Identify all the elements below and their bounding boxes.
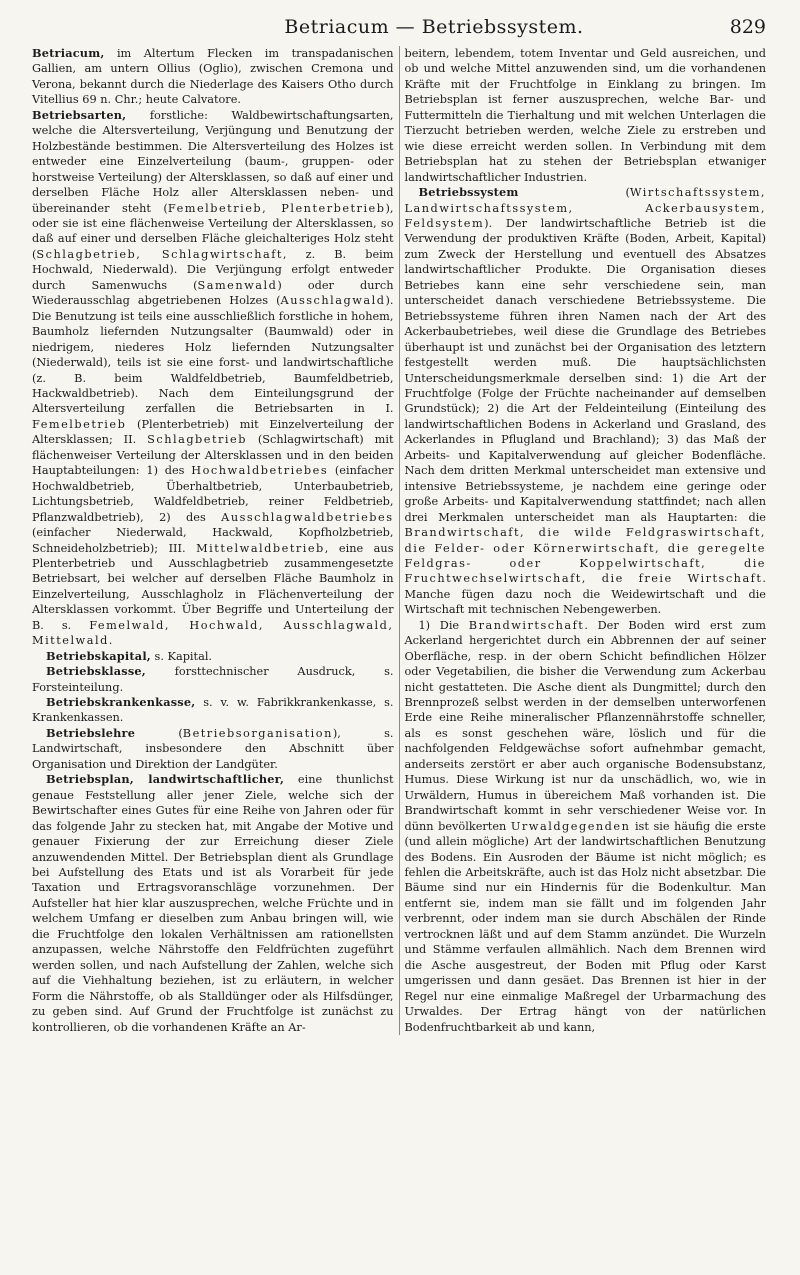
entry-text: 1) Die [418, 618, 469, 632]
entry-text: forstliche: Waldbewirtschaftungsarten, welche die Altersverteilung, Verjüngung und Benutzung der Holzbestände bestimmen. Die Altersverteilung des Holzes ist entweder eine Einzelverteilung (baum-, gruppen- oder horstweise Verteilung) der Altersklassen, so daß auf einer und derselben Fläche Holz aller Altersklassen neben- und übereinander steht ( [32, 108, 394, 215]
entry-text: ist sie häufig die erste (und allein mögliche) Art der landwirtschaftlichen Benutzung des Bodens. Ein Ausroden der Bäume ist nicht möglich; es fehlen die Arbeitskräfte, auch ist das Holz nicht absetzbar. Die Bäume sind nur ein Hindernis für die Bodenkultur. Man entfernt sie, indem man sie fällt und im folgenden Jahr verbrennt, oder indem man sie durch Abschälen der Rinde vertrocknen läßt und auf dem Stamm anzündet. Die Wurzeln und Stämme verfaulen allmählich. Nach dem Brennen wird die Asche ausgestreut, der Boden mit Pflug oder Karst umgerissen und dann gesäet. Das Brennen ist hier in der Regel nur eine einmalige Maßregel der Urbarmachung des Urwaldes. Der Ertrag hängt von der natürlichen Bodenfruchtbarkeit ab und kann, [404, 819, 766, 1034]
spaced-term: Hochwaldbetriebes [191, 464, 329, 478]
spaced-term: Wirtschaftssystem, Landwirtschaftssystem, Ackerbausystem, Feldsystem [404, 186, 766, 230]
entry-betriebsklasse [32, 664, 394, 695]
entry-text: im Altertum Flecken im transpadanischen Gallien, am untern Ollius (Oglio), zwischen Cremona und Verona, bekannt durch die Niederlage des Kaisers Otho durch Vitellius 69 n. Chr.; heute Calvatore. [32, 47, 394, 107]
entry-headword: Betriebssystem [418, 185, 519, 200]
entry-betriebsplan-continued [405, 46, 767, 185]
entry-text: ). Die Benutzung ist teils eine ausschließlich forstliche in hohem, Baumholz liefernden Nutzungsalter (Baumwald) oder in niedrigem, niederes Holz liefernden Nutzungsalter (Niederwald), teils ist sie eine forst- und landwirtschaftliche (z. B. beim Waldfeldbetrieb, Baumfeldbetrieb, Hackwaldbetrieb). Nach dem Einteilungsgrund der Altersverteilung zerfallen die Betriebsarten in I. [32, 294, 394, 416]
entry-text: forsttechnischer Ausdruck, s. Forsteinteilung. [32, 665, 394, 694]
entry-text: , eine aus Plenterbetrieb und Ausschlagbetrieb zusammengesetzte Betriebsart, bei welcher auf derselben Fläche Baumholz in Einzelverteilung, Ausschlagholz in Flächenverteilung der Altersklassen vorkommt. Über Begriffe und Unterteilung der B. s. [32, 541, 394, 632]
entry-headword: Betriacum, [32, 46, 105, 60]
entry-text: ( [518, 186, 630, 200]
entry-text: (Plenterbetrieb) mit Einzelverteilung der Altersklassen; II. [32, 417, 394, 447]
entry-headword: Betriebsklasse, [46, 664, 146, 679]
entry-text: beitern, lebendem, totem Inventar und Geld ausreichen, und ob und welche Mittel anzuwenden sind, um die vorhandenen Kräfte mit der Fruchtfolge in Einklang zu bringen. Im Betriebsplan ist ferner auszusprechen, welche Bar- und Futtermitteln die Tierhaltung und mit welchen Unterlagen die Tierzucht betrieben werden, welche Ziele zu erstreben und wie diese erreicht werden sollen. In Verbindung mit dem Betriebsplan hat zu stehen der Betriebsplan etwaniger landwirtschaftlicher Industrien. [404, 47, 766, 184]
entry-betriacum [32, 46, 394, 108]
spaced-term: Betriebsorganisation [182, 726, 333, 740]
entry-betriebskrankenkasse [32, 695, 394, 726]
entry-text: eine thunlichst genaue Feststellung aller jener Ziele, welche sich der Bewirtschafter eines Gutes für eine Reihe von Jahren oder für das folgende Jahr zu stecken hat, mit Angabe der Motive und genauer Fixierung der zur Erreichung dieser Ziele anzuwendenden Mittel. Der Betriebsplan dient als Grundlage bei Aufstellung des Etats und ist als Vorarbeit für jede Taxation und Ertragsvoranschläge vorzunehmen. Der Aufsteller hat hier klar auszusprechen, welche Früchte und in welchem Umfang er dieselben zum Anbau bringen will, wie die Fruchtfolge den lokalen Verhältnissen am rationellsten anzupassen, welche Nährstoffe den Feldfrüchten zugeführt werden sollen, und nach Aufstellung der Zahlen, welche sich auf die Viehhaltung beziehen, ist zu erläutern, in welcher Form die Nährstoffe, ob als Stalldünger oder als Hilfsdünger, zu geben sind. Auf Grund der Fruchtfolge ist zunächst zu kontrollieren, ob die vorhandenen Kräfte an Ar- [32, 773, 394, 1034]
entry-headword: Betriebskrankenkasse, [46, 695, 196, 710]
entry-text: ( [135, 726, 183, 740]
left-column [32, 46, 394, 1035]
entry-text: (Schlagwirtschaft) mit flächenweiser Verteilung der Altersklassen und in den beiden Hauptabteilungen: 1) des [32, 433, 394, 478]
entry-text: ) oder durch Wiederausschlag abgetriebenen Holzes ( [32, 278, 394, 308]
right-column [405, 46, 767, 1035]
entry-betriebslehre [32, 726, 394, 772]
entry-headword: Betriebsarten, [32, 107, 127, 122]
entry-betriebssystem [405, 185, 767, 618]
entry-text: s. Kapital. [150, 649, 213, 663]
spaced-term: Ausschlagwald [280, 294, 386, 308]
entry-text: s. v. w. Fabrikkrankenkasse, s. Krankenkassen. [32, 696, 394, 725]
entry-betriebsarten [32, 108, 394, 649]
spaced-term: Brandwirtschaft, die wilde Feldgraswirtschaft, die Felder- oder Körnerwirtschaft, die geregelte Feldgras- oder Koppelwirtschaft, die Fruchtwechselwirtschaft, die freie Wirtschaft [404, 526, 766, 586]
entry-text: (einfacher Niederwald, Hackwald, Kopfholzbetrieb, Schneideholzbetrieb); III. [32, 526, 394, 555]
entry-text: . Der Boden wird erst zum Ackerland hergerichtet durch ein Abbrennen der auf seiner Oberfläche, resp. in der obern Schicht befindlichen Hölzer oder Vegetabilien, die bisher die Verwendung zum Ackerbau nicht gestatteten. Die Asche dient als Dungmittel; durch den Brennprozeß selbst werden in der demselben unterworfenen Erde eine Reihe mineralischer Pflanzennährstoffe schneller, als es sonst geschehen wäre, löslich und für die nachfolgenden Feldgewächse sofort aufnehmbar gemacht, anderseits zerstört er aber auch organische Bodensubstanz, Humus. Diese Wirkung ist nur da unschädlich, wo, wie in Urwäldern, Humus in übereichem Maß vorhanden ist. Die Brandwirtschaft kommt in sehr verschiedener Weise vor. In dünn bevölkerten [404, 618, 766, 833]
spaced-term: Ausschlagwaldbetriebes [221, 510, 394, 524]
spaced-term: Schlagbetrieb, Schlagwirtschaft [36, 247, 283, 261]
entry-betriebsplan [32, 772, 394, 1035]
spaced-term: Samenwald [197, 278, 278, 292]
spaced-term: Femelwald, Hochwald, Ausschlagwald, Mittelwald. [32, 618, 394, 648]
text-columns [32, 46, 766, 1035]
entry-text: (einfacher Hochwaldbetrieb, Überhaltbetrieb, Unterbaubetrieb, Lichtungsbetrieb, Waldfeldbetrieb, reiner Feldbetrieb, Pflanzwaldbetrieb), 2) des [32, 464, 394, 524]
spaced-term: Femelbetrieb [32, 417, 127, 431]
spaced-term: Schlagbetrieb [147, 433, 247, 447]
column-divider [399, 46, 400, 1035]
section-brandwirtschaft [405, 618, 767, 1035]
running-title: Betriacum — Betriebssystem. [284, 16, 584, 38]
spaced-term: Mittelwaldbetrieb [196, 541, 325, 555]
spaced-term: Femelbetrieb, Plenterbetrieb [167, 201, 386, 215]
entry-text: ), s. Landwirtschaft, insbesondere den Abschnitt über Organisation und Direktion der Landgüter. [32, 726, 394, 771]
entry-text: . Manche fügen dazu noch die Weidewirtschaft und die Wirtschaft mit technischen Nebengewerben. [404, 572, 766, 617]
entry-text: ). Der landwirtschaftliche Betrieb ist die Verwendung der produktiven Kräfte (Boden, Arbeit, Kapital) zum Zweck der Herstellung und eventuell des Absatzes landwirtschaftlicher Produkte. Die Organisation dieses Betriebes kann eine sehr verschiedene sein, man unterscheidet danach verschiedene Betriebssysteme. Die Betriebssysteme führen ihren Namen nach der Art des Ackerbaubetriebes, weil diese die Grundlage des Betriebes überhaupt ist und zunächst bei der Organisation des letztern festgestellt werden muß. Die hauptsächlichsten Unterscheidungsmerkmale derselben sind: 1) die Art der Fruchtfolge (Folge der Früchte nacheinander auf demselben Grundstück); 2) die Art der Feldeinteilung (Einteilung des landwirtschaftlichen Bodens in Ackerland und Grasland, des Ackerlandes in Pflugland und Brachland); 3) das Maß der Arbeits- und Kapitalverwendung auf gleicher Bodenfläche. Nach dem dritten Merkmal unterscheidet man extensive und intensive Betriebssysteme, je nachdem eine geringe oder große Arbeits- und Kapitalverwendung stattfindet; nach allen drei Merkmalen unterscheidet man als Hauptarten: die [404, 216, 766, 524]
page-number: 829 [729, 16, 766, 38]
spaced-term: Brandwirtschaft [468, 618, 585, 632]
page-header [32, 0, 766, 44]
entry-text: , z. B. beim Hochwald, Niederwald). Die Verjüngung erfolgt entweder durch Samenwuchs ( [32, 247, 394, 292]
entry-betriebskapital [32, 649, 394, 664]
entry-headword: Betriebslehre [46, 725, 136, 740]
entry-headword: Betriebskapital, [46, 648, 151, 663]
entry-text: ), oder sie ist eine flächenweise Verteilung der Altersklassen, so daß auf einer und derselben Fläche gleichalteriges Holz steht ( [32, 201, 394, 261]
spaced-term: Urwaldgegenden [510, 819, 631, 833]
entry-headword: Betriebsplan, landwirtschaftlicher, [46, 772, 285, 787]
